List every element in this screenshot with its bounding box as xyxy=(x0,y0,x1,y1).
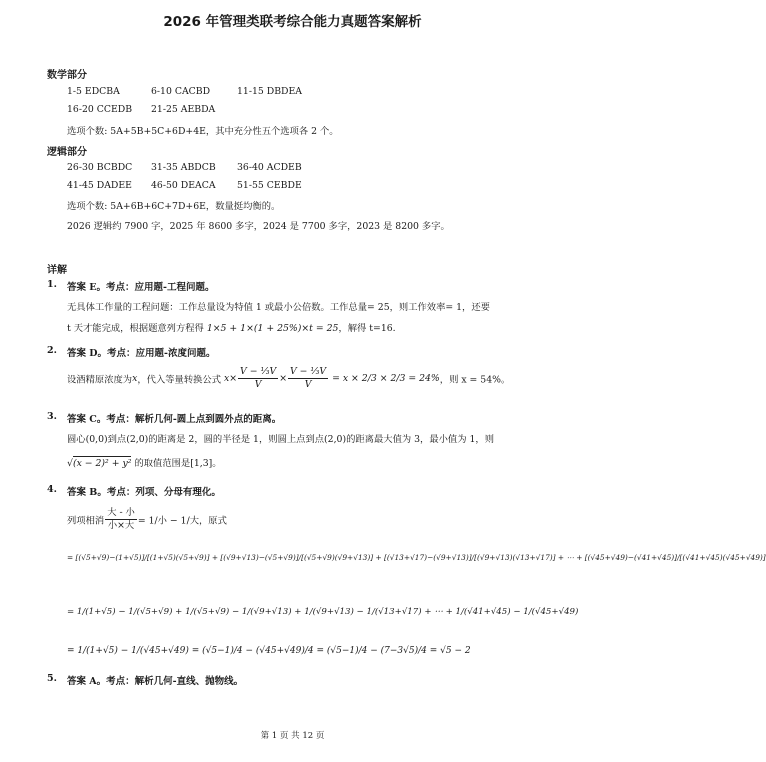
logic-answers-row-1 xyxy=(67,162,302,173)
q4-equation-line-2: = 1/(1+√5) − 1/(√5+√9) + 1/(√5+√9) − 1/(√9+√13) + 1/(√9+√13) − 1/(√13+√17) + ⋯ + 1/(√41+√45) − 1/(√45+√49) xyxy=(67,607,579,617)
q3-explanation-line-1: 圆心(0,0)到点(2,0)的距离是 2，圆的半径是 1，则圆上点到点(2,0)的距离最大值为 3，最小值为 1，则 xyxy=(67,434,494,445)
question-number: 2. xyxy=(47,345,57,356)
question-answer-heading: 答案 E。考点：应用题-工程问题。 xyxy=(67,282,215,293)
answer-group: 26-30 BCBDC xyxy=(67,162,133,173)
q1-explanation-line-2 xyxy=(67,320,396,334)
q3-explanation-line-2: √(x − 2)² + y² 的取值范围是[1,3]。 xyxy=(67,458,222,469)
q4-equation-line-1: = [(√5+√9)−(1+√5)]/[(1+√5)(√5+√9)] + [(√9+√13)−(√5+√9)]/[(√5+√9)(√9+√13)] + [(√13+√17)−(√9+√13)]/[(√9+√13)(√13+√17)] + ⋯ + [(√45+√49)−(√41+√45)]/[(√41+√45)(√45+√49)] xyxy=(67,553,766,562)
q2-result: ，则 x = 54%。 xyxy=(439,374,511,386)
q2-fraction: $\frac{\text{V − ⅓V}}{V}$ xyxy=(240,366,277,390)
q1-explanation-line-1: 无具体工作量的工程问题：工作总量设为特值 1 或最小公倍数。工作总量= 25，则工作效率= 1，还要 xyxy=(67,302,490,313)
question-answer-heading: 答案 B。考点：列项、分母有理化。 xyxy=(67,487,221,498)
q2-text-mid: ，代入等量转换公式 xyxy=(137,374,222,386)
math-option-count-note: 选项个数: 5A+5B+5C+6D+4E，其中充分性五个选项各 2 个。 xyxy=(67,126,339,137)
page-footer: 第 1 页 共 12 页 xyxy=(260,731,325,741)
q2-variable: x xyxy=(132,373,138,384)
answer-group: 16-20 CCEDB xyxy=(67,104,133,115)
answer-group: 1-5 EDCBA xyxy=(67,86,120,97)
answer-group: 21-25 AEBDA xyxy=(151,104,216,115)
logic-answers-row-2 xyxy=(67,180,302,191)
q1-equation: 1×5 + 1×(1 + 25%)×t = 25 xyxy=(206,323,339,334)
question-answer-heading: 答案 C。考点：解析几何-圆上点到圆外点的距离。 xyxy=(67,414,282,425)
q2-explanation: 设酒精原浓度为x，代入等量转换公式 x× $\frac{\text{V − ⅓V}}{V}$ × $\frac{\text{V − ⅓V}}{V}$ = x × 2/3 × 2/3 = 24%，则 x = 54%。 xyxy=(67,366,511,390)
logic-section-heading: 逻辑部分 xyxy=(47,147,87,158)
q1-result: ，解得 t=16. xyxy=(338,323,396,334)
question-number: 3. xyxy=(47,411,57,422)
q3-result: 的取值范围是[1,3]。 xyxy=(134,458,222,469)
answer-group: 31-35 ABDCB xyxy=(151,162,216,173)
q3-expression: (x − 2)² + y² xyxy=(72,458,132,469)
question-answer-heading: 答案 D。考点：应用题-浓度问题。 xyxy=(67,348,216,359)
math-answers-row-1 xyxy=(67,86,302,97)
q4-intro-tail: ，原式 xyxy=(199,515,227,527)
q2-equation-tail: = x × 2/3 × 2/3 = 24% xyxy=(332,373,440,384)
logic-word-count-note: 2026 逻辑约 7900 字，2025 年 8600 多字，2024 是 7700 多字，2023 是 8200 多字。 xyxy=(67,221,450,232)
math-answers-row-2 xyxy=(67,104,215,115)
q4-equation-line-3: = 1/(1+√5) − 1/(√45+√49) = (√5−1)/4 − (√45+√49)/4 = (√5−1)/4 − (7−3√5)/4 = √5 − 2 xyxy=(67,646,471,656)
q4-intro-text: 列项相消 xyxy=(67,515,105,527)
answer-group: 6-10 CACBD xyxy=(151,86,211,97)
math-section-heading: 数学部分 xyxy=(47,70,87,81)
logic-option-count-note: 选项个数: 5A+6B+6C+7D+6E，数量挺均衡的。 xyxy=(67,201,281,212)
question-number: 4. xyxy=(47,484,57,495)
q4-intro xyxy=(67,507,227,532)
detail-heading: 详解 xyxy=(47,265,67,276)
q4-intro-identity: = 1/小 − 1/大 xyxy=(137,515,199,527)
q4-intro-fraction: $\frac{\text{大 - 小}}{\text{小×大}}$ xyxy=(107,507,135,531)
answer-group: 11-15 DBDEA xyxy=(237,86,302,97)
answer-group: 41-45 DADEE xyxy=(67,180,132,191)
question-number: 5. xyxy=(47,673,57,684)
q2-fraction: $\frac{\text{V − ⅓V}}{V}$ xyxy=(289,366,327,390)
question-number: 1. xyxy=(47,279,57,290)
answer-group: 36-40 ACDEB xyxy=(237,162,302,173)
q2-text-pre: 设酒精原浓度为 xyxy=(67,374,133,386)
question-answer-heading: 答案 A。考点：解析几何-直线、抛物线。 xyxy=(67,676,244,687)
q1-text: t 天才能完成，根据题意列方程得 xyxy=(67,323,204,334)
answer-group: 46-50 DEACA xyxy=(151,180,216,191)
answer-group: 51-55 CEBDE xyxy=(237,180,302,191)
page-title: 2026 年管理类联考综合能力真题答案解析 xyxy=(163,14,422,30)
